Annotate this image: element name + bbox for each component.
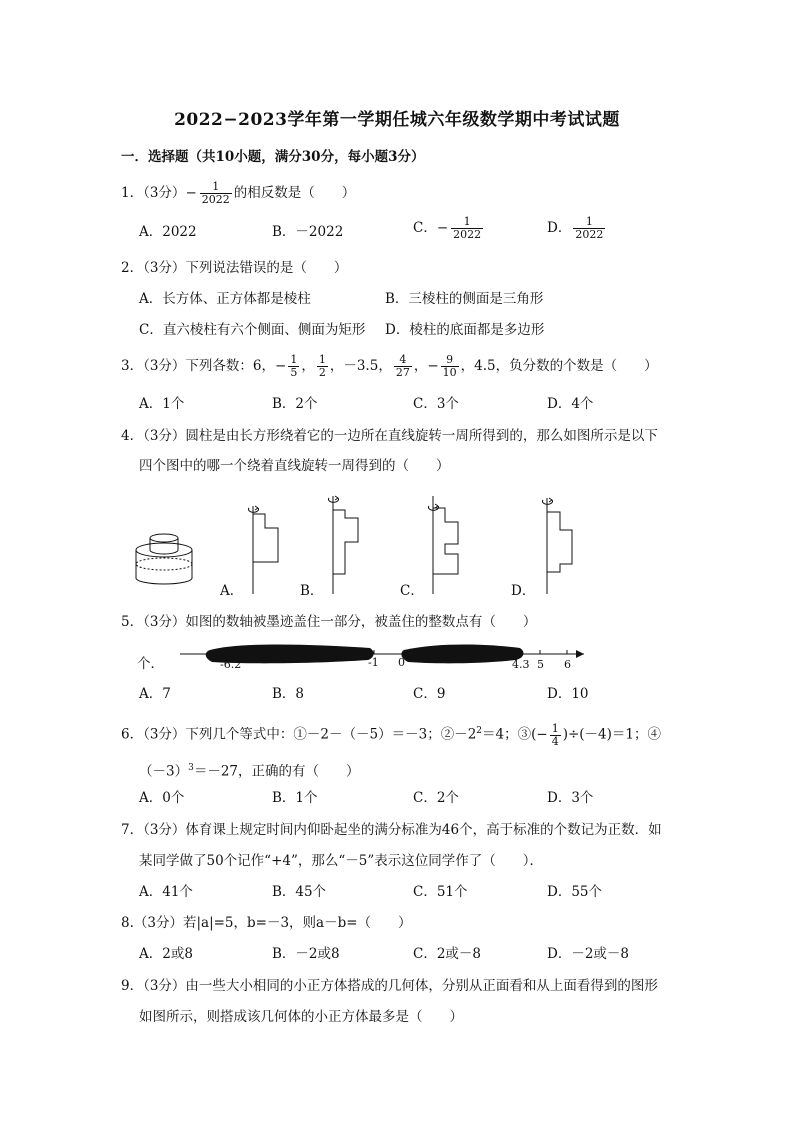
question-9-line-2: 如图所示，则搭成该几何体的小正方体最多是（ ） [139, 1009, 463, 1025]
question-8: 8.（3分）若|a|=5，b=－3，则a－b=（ ） [121, 915, 412, 931]
q3-suffix: ，4.5，负分数的个数是（ ） [460, 358, 658, 374]
q3-option-d: D．4个 [547, 396, 594, 412]
figure-c [429, 496, 459, 594]
frac-num: 1 [551, 721, 559, 735]
fraction [394, 354, 412, 379]
question-7-line-1: 7．（3分）体育课上规定时间内仰卧起坐的满分标准为46个，高于标准的个数记为正数．如 [121, 822, 662, 838]
q5-option-a: A．7 [139, 686, 171, 702]
q8-option-d: D．－2或－8 [547, 946, 630, 962]
q2-option-a: A．长方体、正方体都是棱柱 [139, 291, 311, 307]
q6-option-b: B．1个 [272, 790, 318, 806]
fraction [550, 723, 561, 748]
q1-option-b: B．－2022 [272, 224, 344, 240]
frac-num: 1 [212, 180, 220, 193]
q8-option-b: B．－2或8 [272, 946, 340, 962]
fraction [441, 354, 459, 379]
q8-option-a: A．2或8 [139, 946, 193, 962]
q6-option-c: C．2个 [413, 790, 459, 806]
q3-sep: ， [301, 358, 315, 374]
q7-option-b: B．45个 [272, 884, 327, 900]
exponent: 3 [188, 763, 194, 773]
q6-line2-suffix: ＝－27，正确的有（ ） [193, 763, 360, 780]
frac-num: 1 [463, 215, 471, 228]
question-7-line-2: 某同学做了50个记作“+4”，那么“－5”表示这位同学作了（ ）． [139, 853, 544, 869]
option-prefix: C． [413, 220, 437, 236]
minus-sign: − [436, 220, 449, 236]
question-5: 5．（3分）如图的数轴被墨迹盖住一部分，被盖住的整数点有（ ） [121, 614, 537, 630]
question-3 [121, 354, 658, 379]
question-5-cont: 个． [137, 656, 164, 672]
q1-option-d [547, 216, 607, 241]
frac-den: 2022 [453, 228, 482, 241]
question-6-line-2 [139, 758, 360, 782]
q2-option-c: C．直六棱柱有六个侧面、侧面为矩形 [139, 322, 366, 338]
figure-d [543, 498, 573, 594]
frac-den: 2 [318, 366, 326, 379]
q2-option-b: B．三棱柱的侧面是三角形 [385, 291, 544, 307]
q1-option-c [413, 216, 485, 241]
q3-option-a: A．1个 [139, 396, 185, 412]
fraction [317, 354, 328, 379]
fraction [200, 181, 232, 206]
page-title: 2022−2023学年第一学期任城六年级数学期中考试试题 [174, 110, 620, 130]
tick-label: -1 [368, 656, 379, 669]
q7-option-a: A．41个 [139, 884, 193, 900]
question-4-line-2: 四个图中的哪一个绕着直线旋转一周得到的（ ） [139, 458, 450, 474]
q5-option-c: C．9 [413, 686, 446, 702]
q6-suffix: )÷(－4)＝1；④ [562, 726, 661, 743]
figure-c-label: C． [400, 583, 424, 599]
fraction [451, 216, 483, 241]
tick-label: 4.3 [512, 658, 530, 671]
frac-num: 1 [585, 215, 593, 228]
exponent: 2 [476, 726, 483, 736]
frac-num: 1 [290, 353, 298, 366]
tick-label: 6 [564, 658, 571, 671]
figure-b [329, 496, 359, 594]
section-heading: 一．选择题（共10小题，满分30分，每小题3分） [121, 149, 425, 165]
q6-mid: ＝4；③(− [482, 726, 548, 743]
tick-label: -6.2 [220, 658, 242, 671]
figure-d-label: D． [511, 583, 536, 599]
q8-option-c: C．2或－8 [413, 946, 482, 962]
q7-option-c: C．51个 [413, 884, 468, 900]
tick-label: 5 [537, 658, 544, 671]
figure-a-label: A． [220, 583, 244, 599]
q3-sep: ，− [413, 358, 439, 374]
q7-option-d: D．55个 [547, 884, 603, 900]
figure-b-label: B． [300, 583, 324, 599]
question-6 [121, 721, 661, 748]
fraction [573, 216, 605, 241]
q6-line2-prefix: （－3） [139, 763, 189, 780]
tick-label: 0 [398, 656, 405, 669]
frac-den: 27 [395, 366, 410, 379]
ink-blot-right [401, 645, 523, 664]
question-1-suffix: 的相反数是（ ） [233, 185, 356, 201]
fraction [288, 354, 299, 379]
frac-num: 9 [446, 353, 454, 366]
option-prefix: D． [547, 220, 572, 236]
q6-option-a: A．0个 [139, 790, 185, 806]
question-2: 2．（3分）下列说法错误的是（ ） [121, 260, 348, 276]
cylinder-figure [136, 534, 192, 584]
q3-prefix: 3．（3分）下列各数：6，− [121, 358, 287, 374]
question-4-line-1: 4．（3分）圆柱是由长方形绕着它的一边所在直线旋转一周所得到的，那么如图所示是以下 [121, 428, 658, 444]
minus-sign: − [185, 185, 197, 201]
frac-den: 2022 [575, 228, 604, 241]
q5-option-b: B．8 [272, 686, 305, 702]
question-1-prefix: 1．（3分） [121, 185, 186, 201]
q2-option-d: D．棱柱的底面都是多边形 [385, 322, 545, 338]
q6-option-d: D．3个 [547, 790, 594, 806]
q5-option-d: D．10 [547, 686, 589, 702]
frac-den: 4 [551, 734, 559, 748]
number-line [180, 636, 592, 676]
question-9-line-1: 9．（3分）由一些大小相同的小正方体搭成的几何体，分别从正面看和从上面看得到的图形 [121, 978, 658, 994]
frac-num: 1 [318, 353, 326, 366]
q3-mid: ，－3.5， [329, 358, 392, 374]
frac-den: 5 [290, 366, 298, 379]
frac-den: 10 [442, 366, 457, 379]
frac-num: 4 [399, 353, 407, 366]
frac-den: 2022 [201, 193, 230, 206]
question-1 [121, 181, 355, 206]
q3-option-c: C．3个 [413, 396, 459, 412]
q3-option-b: B．2个 [272, 396, 318, 412]
figure-a [249, 506, 279, 594]
q6-prefix: 6．（3分）下列几个等式中：①－2－（－5）＝－3；②－2 [121, 726, 477, 743]
q1-option-a: A．2022 [139, 224, 197, 240]
